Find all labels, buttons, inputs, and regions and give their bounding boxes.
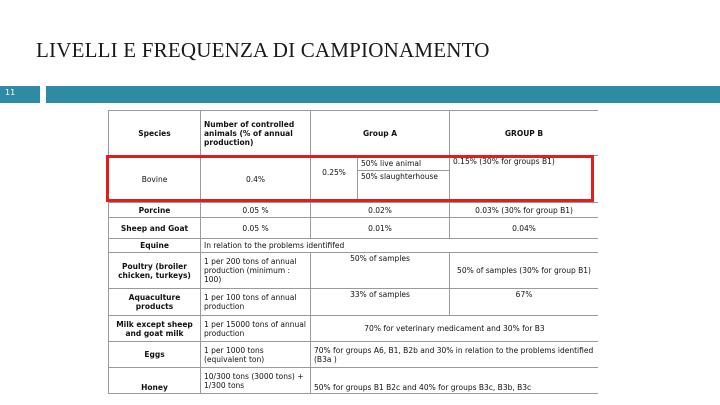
header-species: Species xyxy=(109,111,201,156)
sampling-table xyxy=(108,110,598,398)
sheep-controlled: 0.05 % xyxy=(201,218,311,239)
table-row xyxy=(109,203,599,218)
slide-number: 11 xyxy=(5,88,16,97)
milk-controlled: 1 per 15000 tons of annual production xyxy=(201,316,311,342)
poultry-species: Poultry (broiler chicken, turkeys) xyxy=(109,253,201,289)
table-row xyxy=(109,253,599,289)
bovine-controlled: 0.4% xyxy=(201,156,311,203)
aquaculture-species: Aquaculture products xyxy=(109,289,201,316)
table-header-row xyxy=(109,111,599,156)
slide-title: LIVELLI E FREQUENZA DI CAMPIONAMENTO xyxy=(36,38,490,62)
poultry-group-a: 50% of samples xyxy=(311,253,450,289)
milk-species: Milk except sheep and goat milk xyxy=(109,316,201,342)
poultry-controlled: 1 per 200 tons of annual production (minimum : 100) xyxy=(201,253,311,289)
honey-groups: 50% for groups B1 B2c and 40% for groups B3c, B3b, B3c xyxy=(311,368,599,394)
porcine-group-b: 0.03% (30% for group B1) xyxy=(450,203,598,218)
honey-species: Honey xyxy=(109,368,201,394)
table-row xyxy=(109,239,599,253)
aquaculture-group-a: 33% of samples xyxy=(311,289,450,316)
aquaculture-group-b: 67% xyxy=(450,289,598,316)
header-group-a: Group A xyxy=(311,111,450,156)
eggs-controlled: 1 per 1000 tons (equivalent ton) xyxy=(201,342,311,368)
honey-controlled: 10/300 tons (3000 tons) + 1/300 tons xyxy=(201,368,311,394)
equine-species: Equine xyxy=(109,239,201,253)
header-band-right xyxy=(46,86,720,103)
table-row xyxy=(109,368,599,394)
aquaculture-controlled: 1 per 100 tons of annual production xyxy=(201,289,311,316)
header-controlled: Number of controlled animals (% of annual production) xyxy=(201,111,311,156)
sheep-group-a: 0.01% xyxy=(311,218,450,239)
header-group-b: GROUP B xyxy=(450,111,598,156)
table-row xyxy=(109,289,599,316)
milk-groups: 70% for veterinary medicament and 30% for B3 xyxy=(311,316,599,342)
eggs-groups: 70% for groups A6, B1, B2b and 30% in relation to the problems identified (B3a ) xyxy=(311,342,599,368)
sheep-species: Sheep and Goat xyxy=(109,218,201,239)
poultry-group-b: 50% of samples (30% for group B1) xyxy=(450,253,598,289)
bovine-live: 50% live animal xyxy=(358,156,450,171)
table-row xyxy=(109,316,599,342)
porcine-species: Porcine xyxy=(109,203,201,218)
porcine-controlled: 0.05 % xyxy=(201,203,311,218)
bovine-species: Bovine xyxy=(109,156,201,203)
table-row xyxy=(109,218,599,239)
eggs-species: Eggs xyxy=(109,342,201,368)
bovine-slaughter: 50% slaughterhouse xyxy=(358,171,450,203)
bovine-group-b: 0.15% (30% for groups B1) xyxy=(450,156,598,203)
table-row xyxy=(109,156,599,171)
porcine-group-a: 0.02% xyxy=(311,203,450,218)
equine-controlled: In relation to the problems identififed xyxy=(201,239,599,253)
table-row xyxy=(109,342,599,368)
bovine-group-a-total: 0.25% xyxy=(311,156,358,203)
sheep-group-b: 0.04% xyxy=(450,218,598,239)
